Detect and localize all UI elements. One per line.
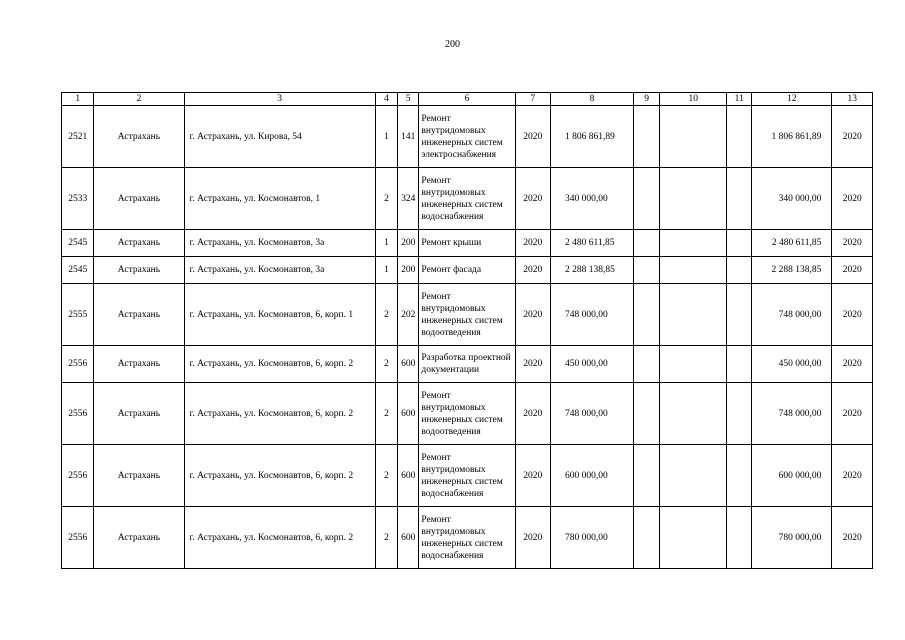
cell-col10 <box>660 168 727 230</box>
cell-city: Астрахань <box>94 383 184 445</box>
cell-year-end: 2020 <box>832 507 873 569</box>
repair-program-table <box>61 92 873 569</box>
column-header: 3 <box>184 93 375 106</box>
cell-col11 <box>727 257 752 284</box>
cell-year: 2020 <box>515 257 550 284</box>
page-number: 200 <box>445 39 460 50</box>
cell-year: 2020 <box>515 230 550 257</box>
cell-cost: 340 000,00 <box>550 168 633 230</box>
cell-col10 <box>660 106 727 168</box>
cell-city: Астрахань <box>94 230 184 257</box>
cell-address: г. Астрахань, ул. Космонавтов, 3а <box>184 257 375 284</box>
cell-id: 2533 <box>62 168 94 230</box>
cell-col4: 2 <box>375 445 397 507</box>
cell-city: Астрахань <box>94 106 184 168</box>
cell-year: 2020 <box>515 507 550 569</box>
cell-address: г. Астрахань, ул. Космонавтов, 1 <box>184 168 375 230</box>
cell-work-type: Ремонт внутридомовых инженерных систем водоснабжения <box>419 445 515 507</box>
cell-col4: 2 <box>375 346 397 383</box>
cell-work-type: Ремонт внутридомовых инженерных систем водоснабжения <box>419 168 515 230</box>
cell-year-end: 2020 <box>832 106 873 168</box>
cell-total: 340 000,00 <box>752 168 832 230</box>
cell-total: 2 288 138,85 <box>752 257 832 284</box>
cell-col4: 2 <box>375 168 397 230</box>
cell-address: г. Астрахань, ул. Космонавтов, 6, корп. 2 <box>184 346 375 383</box>
cell-cost: 600 000,00 <box>550 445 633 507</box>
cell-year-end: 2020 <box>832 383 873 445</box>
cell-address: г. Астрахань, ул. Космонавтов, 6, корп. 1 <box>184 284 375 346</box>
cell-col4: 2 <box>375 383 397 445</box>
cell-col9 <box>633 507 659 569</box>
cell-col4: 2 <box>375 507 397 569</box>
cell-city: Астрахань <box>94 257 184 284</box>
cell-col10 <box>660 346 727 383</box>
table-row <box>62 346 873 383</box>
cell-cost: 780 000,00 <box>550 507 633 569</box>
table-row <box>62 230 873 257</box>
cell-total: 748 000,00 <box>752 383 832 445</box>
cell-col4: 1 <box>375 106 397 168</box>
cell-year: 2020 <box>515 106 550 168</box>
column-header: 4 <box>375 93 397 106</box>
cell-col5: 324 <box>398 168 419 230</box>
cell-address: г. Астрахань, ул. Кирова, 54 <box>184 106 375 168</box>
table-row <box>62 383 873 445</box>
cell-work-type: Ремонт внутридомовых инженерных систем водоотведения <box>419 383 515 445</box>
column-header: 2 <box>94 93 184 106</box>
column-header: 11 <box>727 93 752 106</box>
cell-id: 2555 <box>62 284 94 346</box>
cell-year-end: 2020 <box>832 445 873 507</box>
cell-col5: 600 <box>398 507 419 569</box>
column-header: 9 <box>633 93 659 106</box>
cell-col9 <box>633 346 659 383</box>
cell-city: Астрахань <box>94 445 184 507</box>
cell-work-type: Ремонт крыши <box>419 230 515 257</box>
cell-col9 <box>633 284 659 346</box>
cell-col5: 202 <box>398 284 419 346</box>
cell-id: 2556 <box>62 445 94 507</box>
table-row <box>62 168 873 230</box>
cell-col11 <box>727 106 752 168</box>
cell-col5: 200 <box>398 230 419 257</box>
cell-col11 <box>727 284 752 346</box>
cell-work-type: Ремонт фасада <box>419 257 515 284</box>
table-row <box>62 507 873 569</box>
column-header: 5 <box>398 93 419 106</box>
cell-year: 2020 <box>515 284 550 346</box>
cell-work-type: Ремонт внутридомовых инженерных систем электроснабжения <box>419 106 515 168</box>
cell-address: г. Астрахань, ул. Космонавтов, 6, корп. 2 <box>184 445 375 507</box>
cell-col4: 2 <box>375 284 397 346</box>
cell-cost: 2 288 138,85 <box>550 257 633 284</box>
cell-year-end: 2020 <box>832 346 873 383</box>
column-header: 6 <box>419 93 515 106</box>
cell-col5: 600 <box>398 346 419 383</box>
cell-total: 600 000,00 <box>752 445 832 507</box>
cell-col10 <box>660 284 727 346</box>
cell-id: 2545 <box>62 257 94 284</box>
cell-col4: 1 <box>375 257 397 284</box>
cell-col11 <box>727 346 752 383</box>
cell-address: г. Астрахань, ул. Космонавтов, 6, корп. 2 <box>184 507 375 569</box>
cell-col10 <box>660 507 727 569</box>
cell-col9 <box>633 168 659 230</box>
cell-col5: 600 <box>398 383 419 445</box>
cell-cost: 748 000,00 <box>550 284 633 346</box>
table-row <box>62 284 873 346</box>
cell-total: 2 480 611,85 <box>752 230 832 257</box>
cell-col10 <box>660 383 727 445</box>
cell-total: 748 000,00 <box>752 284 832 346</box>
column-header: 8 <box>550 93 633 106</box>
cell-cost: 450 000,00 <box>550 346 633 383</box>
cell-col10 <box>660 257 727 284</box>
cell-year-end: 2020 <box>832 284 873 346</box>
cell-cost: 748 000,00 <box>550 383 633 445</box>
column-header: 7 <box>515 93 550 106</box>
table-row <box>62 106 873 168</box>
cell-col9 <box>633 230 659 257</box>
column-header: 1 <box>62 93 94 106</box>
cell-col11 <box>727 507 752 569</box>
column-header: 10 <box>660 93 727 106</box>
cell-col4: 1 <box>375 230 397 257</box>
column-header: 13 <box>832 93 873 106</box>
cell-col5: 200 <box>398 257 419 284</box>
cell-city: Астрахань <box>94 284 184 346</box>
cell-work-type: Ремонт внутридомовых инженерных систем водоотведения <box>419 284 515 346</box>
cell-year-end: 2020 <box>832 257 873 284</box>
cell-year: 2020 <box>515 383 550 445</box>
cell-id: 2556 <box>62 383 94 445</box>
cell-address: г. Астрахань, ул. Космонавтов, 6, корп. 2 <box>184 383 375 445</box>
cell-col9 <box>633 383 659 445</box>
cell-year: 2020 <box>515 346 550 383</box>
cell-col5: 141 <box>398 106 419 168</box>
cell-col9 <box>633 106 659 168</box>
cell-work-type: Ремонт внутридомовых инженерных систем водоснабжения <box>419 507 515 569</box>
cell-col11 <box>727 168 752 230</box>
cell-work-type: Разработка проектной документации <box>419 346 515 383</box>
cell-col9 <box>633 445 659 507</box>
cell-city: Астрахань <box>94 507 184 569</box>
cell-col9 <box>633 257 659 284</box>
cell-cost: 2 480 611,85 <box>550 230 633 257</box>
cell-id: 2521 <box>62 106 94 168</box>
cell-col11 <box>727 230 752 257</box>
cell-year: 2020 <box>515 168 550 230</box>
column-header: 12 <box>752 93 832 106</box>
cell-year: 2020 <box>515 445 550 507</box>
cell-col5: 600 <box>398 445 419 507</box>
cell-total: 1 806 861,89 <box>752 106 832 168</box>
cell-year-end: 2020 <box>832 230 873 257</box>
cell-total: 450 000,00 <box>752 346 832 383</box>
header-row <box>62 93 873 106</box>
table-row <box>62 445 873 507</box>
cell-cost: 1 806 861,89 <box>550 106 633 168</box>
cell-id: 2556 <box>62 507 94 569</box>
cell-col10 <box>660 445 727 507</box>
cell-col11 <box>727 383 752 445</box>
cell-year-end: 2020 <box>832 168 873 230</box>
cell-id: 2556 <box>62 346 94 383</box>
cell-col11 <box>727 445 752 507</box>
cell-city: Астрахань <box>94 168 184 230</box>
cell-address: г. Астрахань, ул. Космонавтов, 3а <box>184 230 375 257</box>
cell-col10 <box>660 230 727 257</box>
cell-total: 780 000,00 <box>752 507 832 569</box>
cell-id: 2545 <box>62 230 94 257</box>
cell-city: Астрахань <box>94 346 184 383</box>
table-row <box>62 257 873 284</box>
